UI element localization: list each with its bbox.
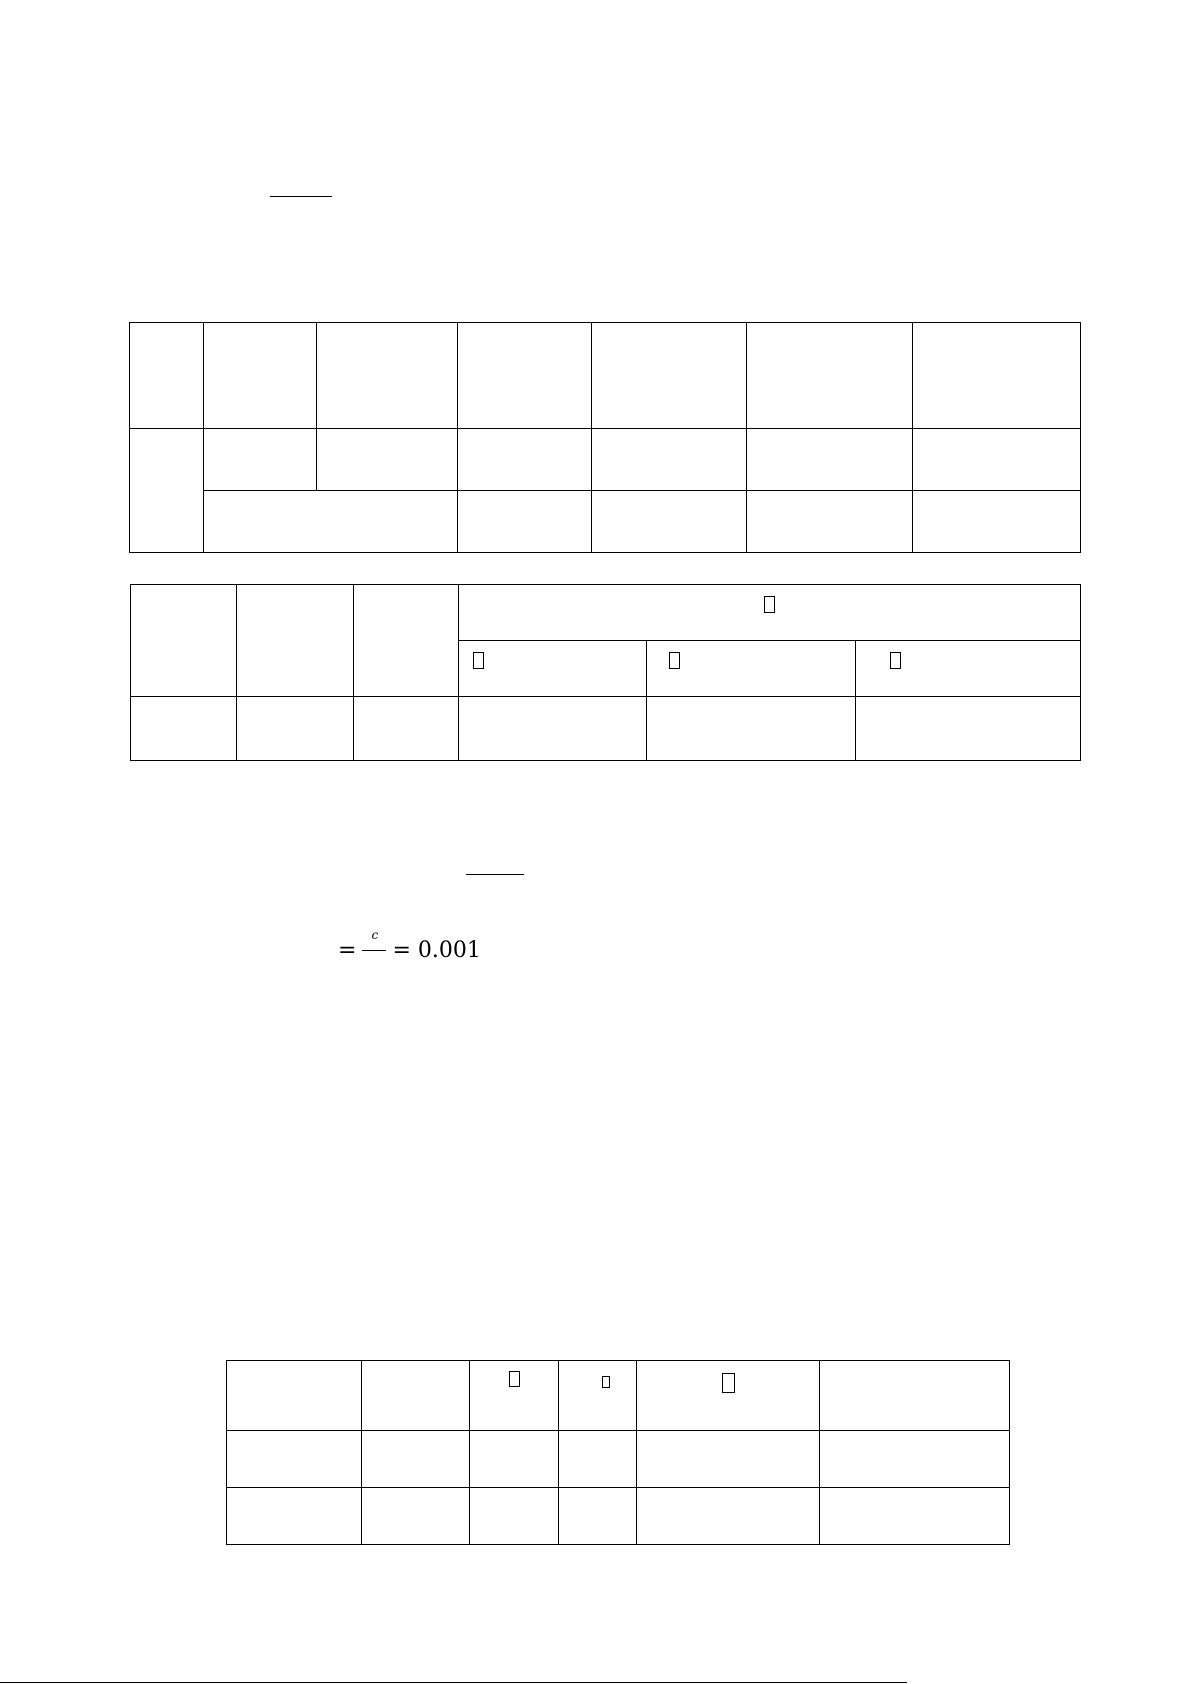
table-cell — [459, 697, 647, 761]
fraction-bar-top — [270, 196, 332, 197]
table-row — [227, 1488, 1010, 1545]
table-cell — [559, 1488, 637, 1545]
table-cell — [913, 429, 1081, 491]
table-cell — [362, 1488, 470, 1545]
footer-rule — [0, 1682, 907, 1683]
fraction-bar-middle — [466, 874, 524, 875]
table-3 — [226, 1360, 1010, 1545]
table-row — [131, 697, 1081, 761]
table-cell — [559, 1431, 637, 1488]
missing-glyph-icon — [890, 652, 901, 669]
table-cell — [459, 641, 647, 697]
table-cell — [592, 323, 747, 429]
missing-glyph-icon — [602, 1376, 610, 1388]
table-cell — [470, 1431, 559, 1488]
table-cell — [637, 1361, 820, 1431]
missing-glyph-icon — [722, 1373, 735, 1393]
table-row — [227, 1431, 1010, 1488]
table-row — [130, 429, 1081, 491]
table-2-header-row — [131, 585, 1081, 641]
table-cell — [130, 323, 204, 429]
table-2 — [130, 584, 1081, 761]
fraction-bar — [362, 950, 386, 951]
table-cell — [458, 323, 592, 429]
missing-glyph-icon — [473, 652, 484, 669]
table-cell — [227, 1431, 362, 1488]
table-cell — [820, 1431, 1010, 1488]
table-cell — [354, 697, 459, 761]
equals-sign: = — [338, 938, 357, 963]
table-3-header-row — [227, 1361, 1010, 1431]
table-cell — [317, 323, 458, 429]
table-1 — [129, 322, 1081, 553]
table-cell — [856, 697, 1081, 761]
table-cell — [913, 491, 1081, 553]
missing-glyph-icon — [669, 652, 680, 669]
table-cell — [747, 491, 913, 553]
table-cell — [559, 1361, 637, 1431]
table-cell — [131, 697, 237, 761]
table-cell — [637, 1431, 820, 1488]
table-cell — [913, 323, 1081, 429]
table-cell-merged — [204, 491, 458, 553]
table-cell — [204, 429, 317, 491]
table-cell — [856, 641, 1081, 697]
table-cell — [592, 429, 747, 491]
table-cell — [747, 323, 913, 429]
table-cell — [470, 1361, 559, 1431]
table-cell — [647, 697, 856, 761]
table-cell — [592, 491, 747, 553]
table-cell — [204, 323, 317, 429]
table-cell — [647, 641, 856, 697]
table-cell — [458, 491, 592, 553]
table-cell — [227, 1488, 362, 1545]
table-cell — [317, 429, 458, 491]
table-cell — [362, 1431, 470, 1488]
fraction — [362, 928, 386, 962]
missing-glyph-icon — [764, 596, 775, 613]
equation — [338, 928, 481, 963]
table-cell-merged — [237, 585, 354, 697]
table-cell — [362, 1361, 470, 1431]
table-cell-merged — [459, 585, 1081, 641]
table-cell-merged — [131, 585, 237, 697]
table-cell-merged — [354, 585, 459, 697]
fraction-numerator: c — [371, 928, 379, 942]
table-cell-merged — [130, 429, 204, 553]
table-cell — [470, 1488, 559, 1545]
table-cell — [458, 429, 592, 491]
table-cell — [747, 429, 913, 491]
table-cell — [227, 1361, 362, 1431]
table-cell — [237, 697, 354, 761]
table-1-header-row — [130, 323, 1081, 429]
table-cell — [820, 1361, 1010, 1431]
missing-glyph-icon — [509, 1371, 520, 1387]
table-row — [130, 491, 1081, 553]
equals-sign: = — [392, 938, 411, 963]
table-cell — [637, 1488, 820, 1545]
equation-value: 0.001 — [417, 938, 481, 963]
table-cell — [820, 1488, 1010, 1545]
